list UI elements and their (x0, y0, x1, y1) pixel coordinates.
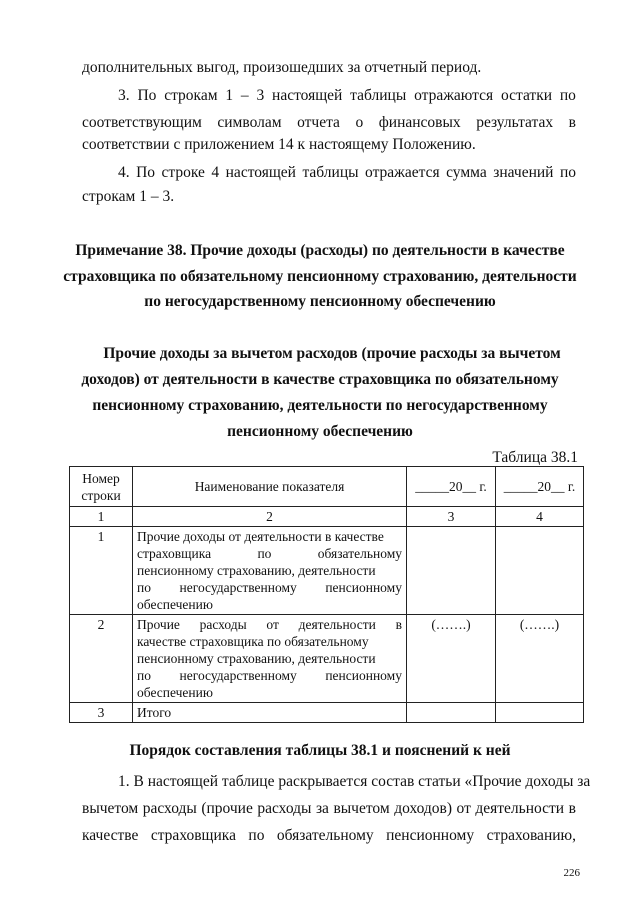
word: вычетом (333, 800, 390, 817)
word: По (136, 164, 156, 181)
row-value-period-2: (…….) (496, 615, 584, 703)
word: страховщика (150, 827, 236, 844)
table-title-line-4: пенсионному обеспечению (227, 423, 413, 440)
word: 3. (118, 87, 130, 104)
word: деятельности (475, 800, 565, 817)
data-table (69, 466, 584, 723)
procedure-line-2 (82, 799, 576, 819)
word: 4 (211, 164, 220, 181)
page-number: 226 (563, 867, 580, 879)
word: значений (493, 164, 554, 181)
word: остатки (500, 87, 553, 104)
indicator-text-line: Итого (137, 705, 172, 720)
word: строке (161, 164, 205, 181)
paragraph-3-line-2 (82, 113, 576, 133)
paragraph-line: дополнительных выгод, произошедших за отчетный период. (82, 59, 482, 76)
column-number: 1 (70, 507, 133, 527)
word: по (559, 87, 576, 104)
indicator-text-line (137, 667, 402, 684)
word: от (266, 617, 279, 632)
word: отражаются (414, 87, 494, 104)
procedure-heading: Порядок составления таблицы 38.1 и пояснений к ней (129, 742, 511, 759)
word: деятельности (298, 617, 376, 632)
column-number: 4 (496, 507, 584, 527)
paragraph-4-line-1 (118, 163, 576, 183)
word: пенсионному (386, 827, 475, 844)
word: по (137, 580, 151, 595)
header-indicator-name: Наименование показателя (133, 467, 407, 507)
procedure-line-3 (82, 826, 576, 846)
note-heading-line-3: по негосударственному пенсионному обеспечению (144, 293, 496, 310)
word: результатах (476, 114, 554, 131)
row-indicator-name (133, 527, 407, 615)
indicator-text-line: пенсионному страхованию, деятельности (137, 563, 376, 578)
word: По (137, 87, 157, 104)
word: соответствующим (82, 114, 202, 131)
table-row (70, 615, 584, 703)
word: по (559, 164, 576, 181)
word: настоящей (272, 87, 343, 104)
word: вычетом (82, 800, 139, 817)
header-row-number: Номер строки (70, 467, 133, 507)
row-number: 2 (70, 615, 133, 703)
indicator-text-line: Прочие доходы от деятельности в качестве (137, 529, 384, 544)
word: пенсионному (325, 668, 402, 683)
table-row (70, 527, 584, 615)
table-title-line-1: Прочие доходы за вычетом расходов (прочие расходы за вычетом (103, 345, 561, 362)
row-number: 3 (70, 703, 133, 723)
indicator-text-line: обеспечению (137, 597, 213, 612)
word: 1 (225, 87, 234, 104)
word: – (240, 87, 249, 104)
row-number: 1 (70, 527, 133, 615)
table-body (70, 527, 584, 723)
indicator-text-line (137, 579, 402, 596)
paragraph-3-line-1 (118, 86, 576, 106)
word: в (568, 114, 576, 131)
word: Прочие (137, 617, 180, 632)
word: 3 (256, 87, 265, 104)
word: расходы (199, 617, 247, 632)
note-heading-line-2: страховщика по обязательному пенсионному страхованию, деятельности (63, 268, 577, 285)
word: негосударственному (179, 580, 297, 595)
word: таблицы (350, 87, 407, 104)
word: финансовых (378, 114, 461, 131)
indicator-text-line (137, 616, 402, 633)
row-value-period-2 (496, 703, 584, 723)
word: за (315, 800, 329, 817)
word: пенсионному (325, 580, 402, 595)
table-title-line-2: доходов) от деятельности в качестве страховщика по обязательному (81, 371, 559, 388)
word: страховщика (137, 546, 212, 561)
column-number: 2 (133, 507, 407, 527)
word: по (257, 546, 272, 561)
header-period-2: _____20__ г. (496, 467, 584, 507)
word: (прочие (201, 800, 253, 817)
word: доходов) (394, 800, 453, 817)
paragraph-3-line-3: соответствии с приложением 14 к настоящему Положению. (82, 136, 476, 153)
word: настоящей (225, 164, 296, 181)
table-row (70, 703, 584, 723)
procedure-line-1: 1. В настоящей таблице раскрывается состав статьи «Прочие доходы за (118, 773, 591, 790)
word: в (395, 617, 402, 632)
word: в (568, 800, 576, 817)
word: по (137, 668, 151, 683)
word: расходы (142, 800, 197, 817)
word: сумма (446, 164, 487, 181)
word: негосударственному (179, 668, 297, 683)
word: символам (217, 114, 282, 131)
word: по (248, 827, 265, 844)
indicator-text-line: качестве страховщика по обязательному (137, 634, 369, 649)
word: о (355, 114, 364, 131)
row-value-period-1: (…….) (407, 615, 496, 703)
column-numbers-row (70, 507, 584, 527)
word: отражается (365, 164, 440, 181)
row-value-period-1 (407, 703, 496, 723)
note-heading-line-1: Примечание 38. Прочие доходы (расходы) по деятельности в качестве (75, 242, 565, 259)
table-header-row (70, 467, 584, 507)
table-number: Таблица 38.1 (492, 449, 578, 466)
word: таблицы (302, 164, 359, 181)
paragraph-4-line-2: строкам 1 – 3. (82, 188, 175, 205)
word: качестве (82, 827, 139, 844)
word: обязательному (317, 546, 402, 561)
row-indicator-name (133, 703, 407, 723)
word: строкам (164, 87, 218, 104)
word: расходы (257, 800, 312, 817)
indicator-text-line: пенсионному страхованию, деятельности (137, 651, 376, 666)
word: обязательному (276, 827, 374, 844)
row-value-period-2 (496, 527, 584, 615)
table-title-line-3: пенсионному страхованию, деятельности по негосударственному (92, 397, 548, 414)
word: от (456, 800, 471, 817)
indicator-text-line: обеспечению (137, 685, 213, 700)
word: страхованию, (486, 827, 576, 844)
column-number: 3 (407, 507, 496, 527)
indicator-text-line (137, 545, 402, 562)
row-indicator-name (133, 615, 407, 703)
header-period-1: _____20__ г. (407, 467, 496, 507)
word: отчета (297, 114, 340, 131)
row-value-period-1 (407, 527, 496, 615)
word: 4. (118, 164, 130, 181)
